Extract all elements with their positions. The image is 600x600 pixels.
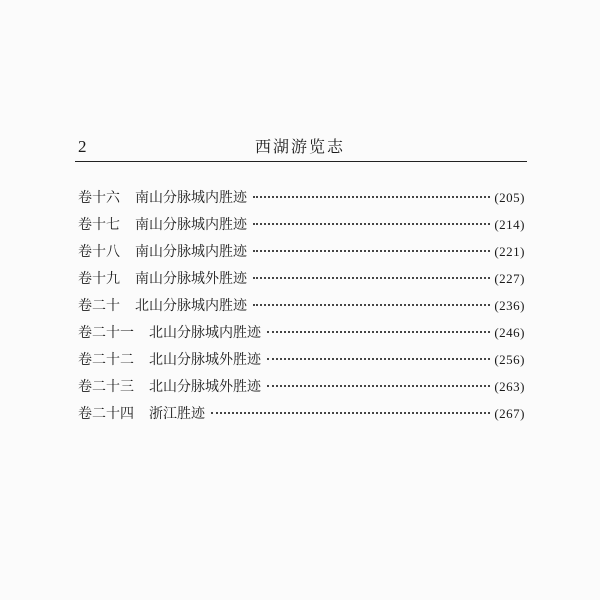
toc-entry — [78, 297, 525, 324]
toc-chapter-title: 浙江胜迹 — [149, 406, 205, 422]
dot-leader — [267, 385, 490, 387]
toc-entry — [78, 378, 525, 405]
header-rule — [75, 161, 527, 162]
toc-page-number: (256) — [494, 352, 525, 367]
toc-chapter-title: 北山分脉城内胜迹 — [135, 298, 247, 314]
toc-chapter-title: 南山分脉城外胜迹 — [135, 271, 247, 287]
toc-volume: 卷二十 — [78, 298, 120, 314]
toc-volume: 卷十七 — [78, 217, 120, 233]
dot-leader — [211, 412, 490, 414]
toc-page-number: (221) — [494, 244, 525, 259]
toc-page-number: (205) — [494, 190, 525, 205]
toc-volume: 卷二十二 — [78, 352, 134, 368]
toc-chapter-title: 北山分脉城外胜迹 — [149, 379, 261, 395]
toc-page-number: (236) — [494, 298, 525, 313]
toc-entry — [78, 405, 525, 432]
toc-entry — [78, 243, 525, 270]
toc-page-number: (246) — [494, 325, 525, 340]
toc-volume: 卷十九 — [78, 271, 120, 287]
toc-page-number: (227) — [494, 271, 525, 286]
toc-page-number: (263) — [494, 379, 525, 394]
toc-entry — [78, 351, 525, 378]
toc-chapter-title: 南山分脉城内胜迹 — [135, 190, 247, 206]
toc-chapter-title: 北山分脉城内胜迹 — [149, 325, 261, 341]
dot-leader — [253, 277, 490, 279]
toc-chapter-title: 北山分脉城外胜迹 — [149, 352, 261, 368]
toc-page-number: (214) — [494, 217, 525, 232]
toc-volume: 卷二十四 — [78, 406, 134, 422]
dot-leader — [267, 358, 490, 360]
dot-leader — [253, 304, 490, 306]
toc-volume: 卷十八 — [78, 244, 120, 260]
running-title: 西湖游览志 — [254, 137, 345, 156]
table-of-contents — [78, 189, 525, 432]
toc-entry — [78, 189, 525, 216]
toc-chapter-title: 南山分脉城内胜迹 — [135, 217, 247, 233]
toc-entry — [78, 270, 525, 297]
toc-page-number: (267) — [494, 406, 525, 421]
page-number: 2 — [78, 137, 87, 156]
toc-volume: 卷二十一 — [78, 325, 134, 341]
toc-entry — [78, 324, 525, 351]
dot-leader — [267, 331, 490, 333]
dot-leader — [253, 196, 490, 198]
toc-volume: 卷二十三 — [78, 379, 134, 395]
toc-volume: 卷十六 — [78, 190, 120, 206]
toc-chapter-title: 南山分脉城内胜迹 — [135, 244, 247, 260]
dot-leader — [253, 223, 490, 225]
dot-leader — [253, 250, 490, 252]
toc-entry — [78, 216, 525, 243]
